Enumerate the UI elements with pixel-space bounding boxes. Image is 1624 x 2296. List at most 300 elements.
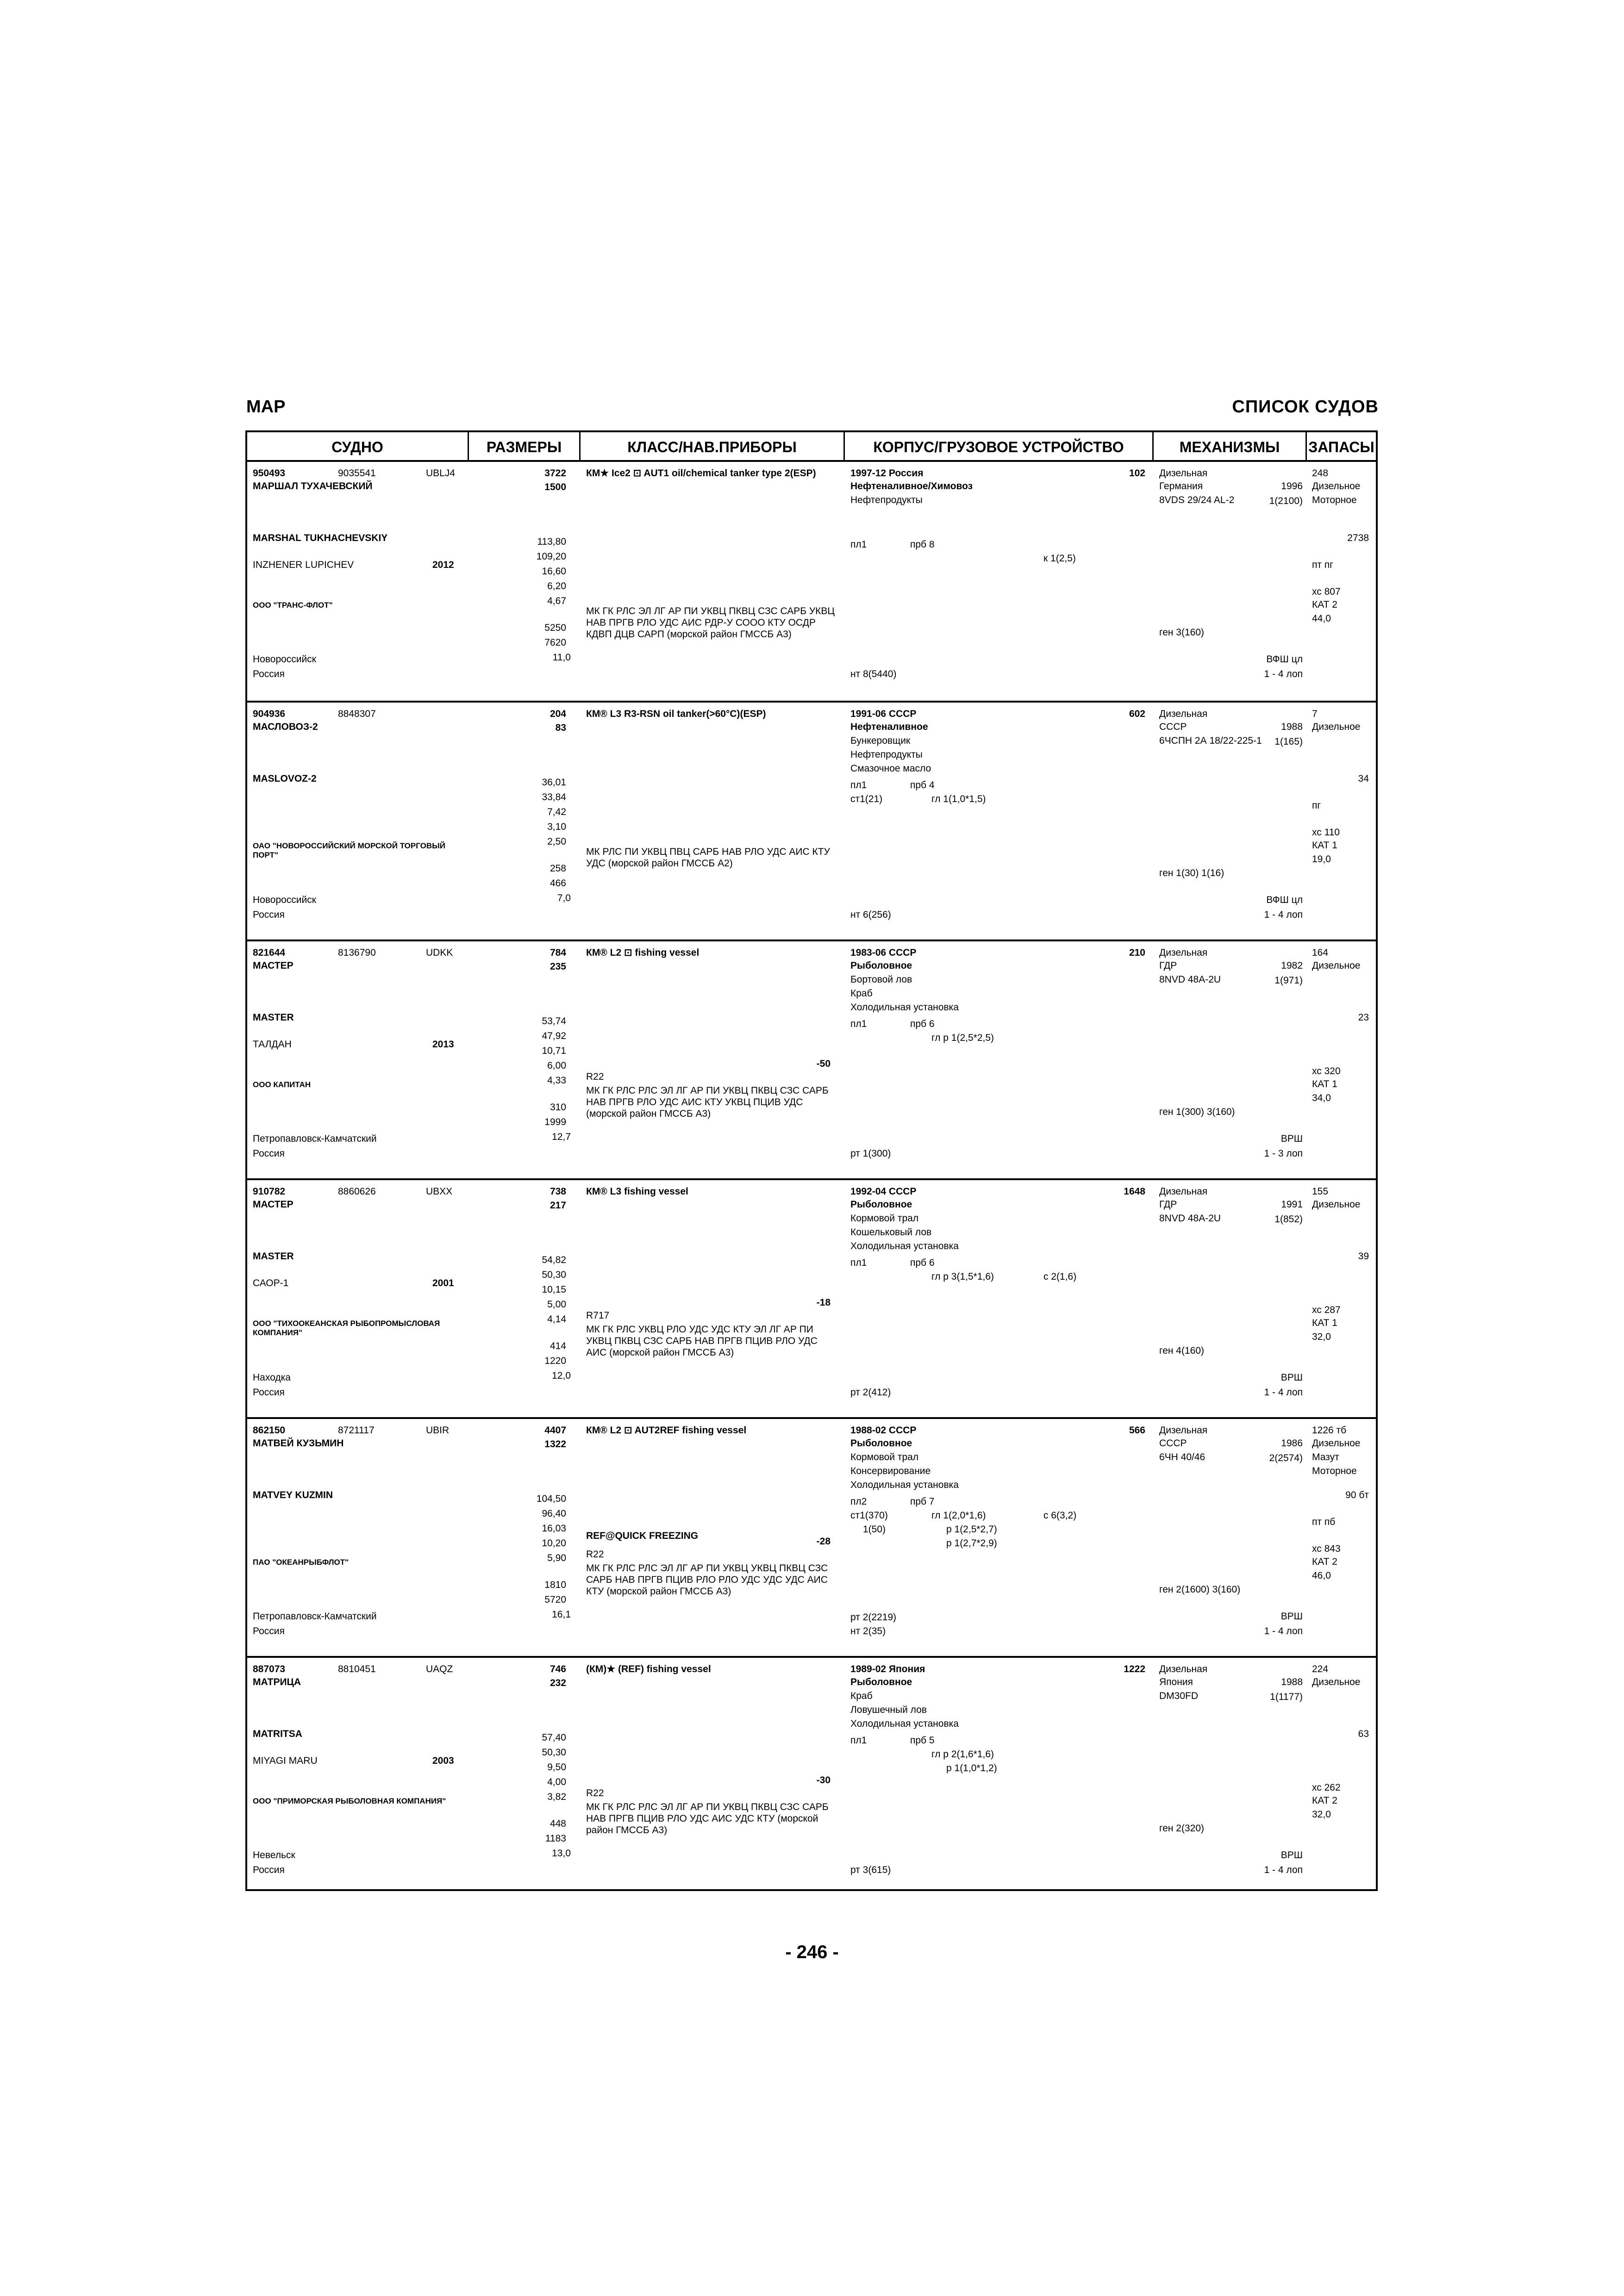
dimension-value: 784 [550,947,566,958]
propeller-blades: 1 - 4 лоп [1264,669,1303,679]
dimension-value: 16,03 [542,1523,566,1534]
dimension-value: 33,84 [542,792,566,803]
generators: ген 1(30) 1(16) [1159,868,1224,878]
hull-number: 102 [1129,468,1145,479]
call-sign: UBLJ4 [426,468,456,479]
owner: ОАО "НОВОРОССИЙСКИЙ МОРСКОЙ ТОРГОВЫЙ ПОРТ" [253,841,445,859]
reg-number: 904936 [253,709,286,719]
ship-name-latin: MASLOVOZ-2 [253,773,317,784]
supply-item: 23 [1358,1012,1369,1023]
ship-name: МАРШАЛ ТУХАЧЕВСКИЙ [253,481,373,492]
col-machinery: МЕХАНИЗМЫ [1154,432,1305,462]
engine-type: Дизельная [1159,1425,1208,1436]
ship-type: Рыболовное [850,1199,912,1210]
imo-number: 8848307 [338,709,376,719]
home-port: Петропавловск-Камчатский [253,1133,377,1144]
dimension-value: 5250 [544,622,566,633]
cargo-item: Краб [850,988,873,999]
supply-item: 63 [1358,1729,1369,1739]
hatch-info: гл 1(2,0*1,6) [931,1510,986,1521]
ship-record [247,1178,1376,1417]
bulkhead-count: прб 6 [910,1257,935,1268]
ship-name-latin: MASTER [253,1251,294,1262]
reg-number: 821644 [253,947,286,958]
engine-year: 1988 [1281,1677,1303,1687]
col-hull: КОРПУС/ГРУЗОВОЕ УСТРОЙСТВО [845,432,1152,462]
home-port: Невельск [253,1850,295,1860]
generators: ген 4(160) [1159,1345,1205,1356]
engine-model: 6ЧСПН 2А 18/22-225-1 [1159,735,1262,746]
ship-record [247,701,1376,940]
dimension-value: 232 [550,1678,566,1688]
supply-item: пг [1312,800,1321,811]
imo-number: 9035541 [338,468,376,479]
supply-item: КАТ 1 [1312,1079,1337,1089]
cargo-item: Кормовой трал [850,1452,919,1462]
engine-type: Дизельная [1159,709,1208,719]
propeller: ВФШ цл [1266,895,1303,905]
flag-country: Россия [253,1626,285,1636]
dimension-value: 1220 [544,1356,566,1366]
supply-item: 34,0 [1312,1093,1331,1103]
propeller: ВФШ цл [1266,654,1303,665]
supply-item: Дизельное [1312,1677,1361,1687]
ship-name: МАТРИЦА [253,1677,301,1687]
boom-info: с 2(1,6) [1043,1271,1077,1282]
bulkhead-count: прб 6 [910,1019,935,1029]
hold-capacity: нт 2(35) [850,1626,886,1636]
hatch-extra: р 1(2,7*2,9) [946,1538,997,1549]
flag-country: Россия [253,1387,285,1398]
dimension-value: 235 [550,961,566,972]
dimension-value: 4,14 [547,1314,566,1325]
cargo-item: Холодильная установка [850,1241,959,1251]
section-code: МАР [246,397,286,417]
former-name: MIYAGI MARU [253,1755,318,1766]
cargo-item: Нефтепродукты [850,749,923,760]
crane-info: ст1(370) [850,1510,888,1521]
ice-temp: -30 [816,1775,831,1786]
ship-record [247,1417,1376,1656]
hold-capacity: рт 2(2219) [850,1612,897,1623]
ship-name: МАСТЕР [253,960,294,971]
supply-item: КАТ 1 [1312,1318,1337,1328]
dimension-value: 7620 [544,637,566,648]
ice-temp: -18 [816,1297,831,1308]
ship-record [247,940,1376,1178]
supply-item: КАТ 2 [1312,1795,1337,1806]
dimension-value: 5,00 [547,1299,566,1310]
ship-type: Нефтеналивное [850,722,928,732]
engine-country: Германия [1159,481,1203,492]
ice-temp: -50 [816,1058,831,1069]
supply-item: 1226 тб [1312,1425,1347,1436]
flag-country: Россия [253,1865,285,1875]
dimension-value: 16,60 [542,566,566,577]
owner: ПАО "ОКЕАНРЫБФЛОТ" [253,1558,349,1567]
refrigerant: R22 [586,1071,604,1082]
dimension-value: 6,00 [547,1060,566,1071]
dimension-value: 13,0 [552,1848,571,1859]
owner: ООО "ТИХООКЕАНСКАЯ РЫБОПРОМЫСЛОВАЯ КОМПАНИЯ" [253,1319,440,1337]
dimension-value: 204 [550,709,566,719]
col-vessel: СУДНО [247,432,468,462]
dimension-value: 7,0 [557,893,571,903]
dimension-value: 3722 [544,468,566,479]
dimension-value: 7,42 [547,807,566,817]
nav-equipment: МК ГК РЛС РЛС ЭЛ ЛГ АР ПИ УКВЦ ПКВЦ СЗС САРБ НАВ ПРГВ ПЦИВ РЛО УДС АИС УДС КТУ (морской район ГМССБ А3) [586,1802,829,1836]
supply-item: 248 [1312,468,1329,479]
hold-capacity: нт 8(5440) [850,669,897,679]
ship-name: МАТВЕЙ КУЗЬМИН [253,1438,344,1449]
crane-extra: 1(50) [863,1524,886,1535]
boom-info: к 1(2,5) [1043,553,1076,564]
former-year: 2001 [432,1278,454,1288]
dimension-value: 11,0 [552,652,571,663]
dimension-value: 16,1 [552,1609,571,1620]
dimension-value: 47,92 [542,1031,566,1041]
hatch-info: гл р 1(2,5*2,5) [931,1033,994,1043]
engine-year: 1986 [1281,1438,1303,1449]
cargo-item: Холодильная установка [850,1002,959,1013]
hull-number: 1648 [1124,1186,1145,1197]
dimension-value: 10,71 [542,1045,566,1056]
engine-year: 1996 [1281,481,1303,492]
hatch-info: гл 1(1,0*1,5) [931,794,986,804]
supply-item: пт пг [1312,560,1333,570]
dimension-value: 104,50 [536,1493,566,1504]
supply-item: 19,0 [1312,854,1331,865]
call-sign: UDKK [426,947,453,958]
refrigerant: R22 [586,1549,604,1560]
class-notation-extra: REF@QUICK FREEZING [586,1531,699,1541]
dimension-value: 5720 [544,1594,566,1605]
home-port: Петропавловск-Камчатский [253,1611,377,1622]
nav-equipment: МК РЛС ПИ УКВЦ ПВЦ САРБ НАВ РЛО УДС АИС КТУ УДС (морской район ГМССБ А2) [586,846,830,869]
engine-country: Япония [1159,1677,1193,1687]
bulkhead-count: прб 5 [910,1735,935,1746]
ship-name-latin: MATVEY KUZMIN [253,1490,333,1500]
build-info: 1989-02 Япония [850,1664,925,1674]
dimension-value: 9,50 [547,1762,566,1773]
engine-model: 8NVD 48A-2U [1159,1213,1221,1224]
former-year: 2012 [432,560,454,570]
propeller: ВРШ [1280,1133,1303,1144]
dimension-value: 1810 [544,1580,566,1590]
call-sign: UBXX [426,1186,453,1197]
dimension-value: 4,00 [547,1777,566,1787]
engine-power: 1(971) [1274,975,1303,986]
supply-item: 44,0 [1312,613,1331,624]
propeller: ВРШ [1280,1611,1303,1622]
nav-equipment: МК ГК РЛС РЛС ЭЛ ЛГ АР ПИ УКВЦ ПКВЦ СЗС САРБ НАВ ПРГВ РЛО УДС АИС КТУ УКВЦ ПЦИВ УДС (морской район ГМССБ А3) [586,1085,829,1119]
imo-number: 8136790 [338,947,376,958]
supply-item: хс 807 [1312,586,1341,597]
cargo-item: Краб [850,1691,873,1701]
engine-power: 2(2574) [1269,1453,1303,1463]
dimension-value: 10,20 [542,1538,566,1549]
supply-item: КАТ 2 [1312,1556,1337,1567]
ship-type: Рыболовное [850,1438,912,1449]
cargo-item: Бункеровщик [850,735,911,746]
former-year: 2003 [432,1755,454,1766]
hull-number: 1222 [1124,1664,1145,1674]
section-title: СПИСОК СУДОВ [1232,397,1379,417]
supply-item: хс 262 [1312,1782,1341,1793]
engine-model: 8VDS 29/24 AL-2 [1159,495,1235,505]
bulkhead-count: прб 7 [910,1496,935,1507]
engine-power: 1(165) [1274,736,1303,747]
hold-capacity: рт 3(615) [850,1865,891,1875]
ship-record [247,1656,1376,1895]
engine-country: СССР [1159,1438,1187,1449]
dimension-value: 3,82 [547,1792,566,1802]
dimension-value: 2,50 [547,836,566,847]
ship-name-latin: MARSHAL TUKHACHEVSKIY [253,533,388,543]
dimension-value: 53,74 [542,1016,566,1027]
cargo-item: Смазочное масло [850,763,931,774]
cargo-item: Кормовой трал [850,1213,919,1224]
bulkhead-count: прб 4 [910,780,935,790]
build-info: 1983-06 СССР [850,947,917,958]
engine-power: 1(852) [1274,1214,1303,1225]
supply-item: хс 843 [1312,1543,1341,1554]
engine-power: 1(2100) [1269,496,1303,506]
dimension-value: 12,7 [552,1132,571,1142]
nav-equipment: МК ГК РЛС РЛС ЭЛ ЛГ АР ПИ УКВЦ УКВЦ ПКВЦ СЗС САРБ НАВ ПРГВ ПЦИВ РЛО РЛО УДС УДС УДС АИС КТУ (морской район ГМССБ А3) [586,1563,828,1597]
dimension-value: 4,33 [547,1075,566,1086]
page-number: - 246 - [785,1942,839,1962]
call-sign: UBIR [426,1425,450,1436]
hull-number: 566 [1129,1425,1145,1436]
supply-item: 46,0 [1312,1570,1331,1581]
refrigerant: R22 [586,1788,604,1798]
cargo-item: Кошельковый лов [850,1227,932,1238]
supply-item: 34 [1358,773,1369,784]
ship-table [245,430,1378,1891]
imo-number: 8721117 [338,1425,375,1436]
deck-count: пл1 [850,539,867,550]
supply-item: хс 287 [1312,1305,1341,1315]
supply-item: Дизельное [1312,1199,1361,1210]
engine-model: DM30FD [1159,1691,1199,1701]
supply-item: пт пб [1312,1517,1336,1527]
supply-item: Дизельное [1312,722,1361,732]
col-class: КЛАСС/НАВ.ПРИБОРЫ [581,432,843,462]
propeller-blades: 1 - 4 лоп [1264,1865,1303,1875]
build-info: 1997-12 Россия [850,468,924,479]
class-notation: КМ® L3 R3-RSN oil tanker(>60°C)(ESP) [586,709,766,719]
engine-year: 1988 [1281,722,1303,732]
supply-item: 2738 [1347,533,1369,543]
generators: ген 2(320) [1159,1823,1205,1834]
hatch-info: гл р 2(1,6*1,6) [931,1749,994,1760]
cargo-item: Нефтепродукты [850,495,923,505]
dimension-value: 83 [555,722,566,733]
dimension-value: 54,82 [542,1255,566,1265]
ship-name: МАСЛОВОЗ-2 [253,722,318,732]
reg-number: 950493 [253,468,286,479]
refrigerant: R717 [586,1310,610,1321]
reg-number: 887073 [253,1664,286,1674]
dimension-value: 310 [550,1102,566,1113]
dimension-value: 4,67 [547,596,566,606]
class-notation: КМ® L3 fishing vessel [586,1186,688,1197]
engine-model: 8NVD 48A-2U [1159,974,1221,985]
engine-power: 1(1177) [1270,1692,1303,1702]
hatch-extra: р 1(1,0*1,2) [946,1763,997,1773]
dimension-value: 738 [550,1186,566,1197]
call-sign: UAQZ [426,1664,453,1674]
engine-type: Дизельная [1159,1664,1208,1674]
dimension-value: 1500 [544,482,566,492]
engine-type: Дизельная [1159,1186,1208,1197]
dimension-value: 113,80 [537,536,566,547]
ice-temp: -28 [816,1536,831,1547]
dimension-value: 36,01 [542,777,566,788]
supply-item: хс 320 [1312,1066,1341,1076]
dimension-value: 258 [550,863,566,874]
engine-country: СССР [1159,722,1187,732]
supply-item: 90 бт [1345,1490,1369,1500]
owner: ООО "ТРАНС-ФЛОТ" [253,601,333,610]
supply-item: 32,0 [1312,1332,1331,1342]
engine-type: Дизельная [1159,468,1208,479]
deck-count: пл1 [850,1735,867,1746]
cargo-item: Холодильная установка [850,1480,959,1490]
supply-item: Дизельное [1312,960,1361,971]
crane-info: ст1(21) [850,794,883,804]
dimension-value: 746 [550,1664,566,1674]
hold-capacity: рт 2(412) [850,1387,891,1398]
engine-model: 6ЧН 40/46 [1159,1452,1206,1462]
dimension-value: 217 [550,1200,566,1211]
hold-capacity: рт 1(300) [850,1148,891,1159]
hold-capacity: нт 6(256) [850,909,891,920]
class-notation: КМ® L2 ⊡ AUT2REF fishing vessel [586,1425,747,1436]
former-name: INZHENER LUPICHEV [253,560,354,570]
home-port: Новороссийск [253,895,316,905]
supply-item: хс 110 [1312,827,1340,838]
hatch-extra: р 1(2,5*2,7) [946,1524,997,1535]
ship-name: МАСТЕР [253,1199,294,1210]
dimension-value: 1999 [544,1117,566,1127]
generators: ген 3(160) [1159,627,1205,638]
flag-country: Россия [253,909,285,920]
dimension-value: 57,40 [542,1732,566,1743]
dimension-value: 6,20 [547,581,566,591]
cargo-item: Бортовой лов [850,974,912,985]
flag-country: Россия [253,669,285,679]
generators: ген 2(1600) 3(160) [1159,1584,1241,1595]
supply-item: 155 [1312,1186,1329,1197]
dimension-value: 10,15 [542,1284,566,1295]
dimension-value: 109,20 [536,551,566,562]
supply-item: КАТ 1 [1312,840,1337,851]
supply-item: Дизельное [1312,481,1361,492]
supply-item: Мазут [1312,1452,1339,1462]
propeller: ВРШ [1280,1850,1303,1860]
former-name: ТАЛДАН [253,1039,292,1050]
cargo-item: Ловушечный лов [850,1705,927,1715]
dimension-value: 12,0 [552,1370,571,1381]
propeller: ВРШ [1280,1372,1303,1383]
propeller-blades: 1 - 4 лоп [1264,909,1303,920]
owner: ООО "ПРИМОРСКАЯ РЫБОЛОВНАЯ КОМПАНИЯ" [253,1797,446,1805]
class-notation: КМ® L2 ⊡ fishing vessel [586,947,700,958]
supply-item: 7 [1312,709,1318,719]
reg-number: 910782 [253,1186,286,1197]
ship-record [247,462,1376,701]
imo-number: 8810451 [338,1664,376,1674]
cargo-item: Консервирование [850,1466,931,1476]
engine-country: ГДР [1159,960,1177,971]
home-port: Новороссийск [253,654,316,665]
engine-type: Дизельная [1159,947,1208,958]
dimension-value: 3,10 [547,821,566,832]
dimension-value: 4407 [544,1425,566,1436]
deck-count: пл1 [850,1019,867,1029]
flag-country: Россия [253,1148,285,1159]
col-supplies: ЗАПАСЫ [1307,432,1376,462]
col-dimensions: РАЗМЕРЫ [469,432,579,462]
propeller-blades: 1 - 3 лоп [1264,1148,1303,1159]
boom-info: с 6(3,2) [1043,1510,1077,1521]
supply-item: 164 [1312,947,1329,958]
generators: ген 1(300) 3(160) [1159,1107,1235,1117]
home-port: Находка [253,1372,291,1383]
former-year: 2013 [432,1039,454,1050]
hatch-info: гл р 3(1,5*1,6) [931,1271,994,1282]
build-info: 1988-02 СССР [850,1425,917,1436]
ship-type: Нефтеналивное/Химовоз [850,481,973,492]
dimension-value: 1183 [545,1833,566,1844]
dimension-value: 50,30 [542,1269,566,1280]
ship-name-latin: MATRITSA [253,1729,302,1739]
nav-equipment: МК ГК РЛС УКВЦ РЛО УДС УДС КТУ ЭЛ ЛГ АР ПИ УКВЦ ПКВЦ СЗС САРБ НАВ ПРГВ ПЦИВ РЛО УДС АИС (морской район ГМССБ А3) [586,1324,818,1358]
cargo-item: Холодильная установка [850,1718,959,1729]
former-name: САОР-1 [253,1278,289,1288]
supply-item: 32,0 [1312,1809,1331,1820]
reg-number: 862150 [253,1425,286,1436]
supply-item: 39 [1358,1251,1369,1262]
dimension-value: 5,90 [547,1553,566,1563]
deck-count: пл2 [850,1496,867,1507]
bulkhead-count: прб 8 [910,539,935,550]
build-info: 1991-06 СССР [850,709,917,719]
supply-item: Дизельное [1312,1438,1361,1449]
dimension-value: 1322 [544,1439,566,1450]
dimension-value: 414 [550,1341,566,1351]
owner: ООО КАПИТАН [253,1080,311,1089]
imo-number: 8860626 [338,1186,376,1197]
supply-item: КАТ 2 [1312,599,1337,610]
ship-name-latin: MASTER [253,1012,294,1023]
ship-type: Рыболовное [850,1677,912,1687]
engine-country: ГДР [1159,1199,1177,1210]
hull-number: 602 [1129,709,1145,719]
nav-equipment: МК ГК РЛС ЭЛ ЛГ АР ПИ УКВЦ ПКВЦ СЗС САРБ УКВЦ НАВ ПРГВ РЛО УДС АИС РДР-У СООО КТУ ОСДР КДВП ДЦВ САРП (морской район ГМССБ А3) [586,606,835,640]
supply-item: Моторное [1312,495,1357,505]
ship-type: Рыболовное [850,960,912,971]
dimension-value: 448 [550,1818,566,1829]
deck-count: пл1 [850,1257,867,1268]
engine-year: 1991 [1281,1199,1303,1210]
propeller-blades: 1 - 4 лоп [1264,1387,1303,1398]
hull-number: 210 [1129,947,1145,958]
class-notation: (КМ)★ (REF) fishing vessel [586,1664,711,1674]
dimension-value: 50,30 [542,1747,566,1758]
